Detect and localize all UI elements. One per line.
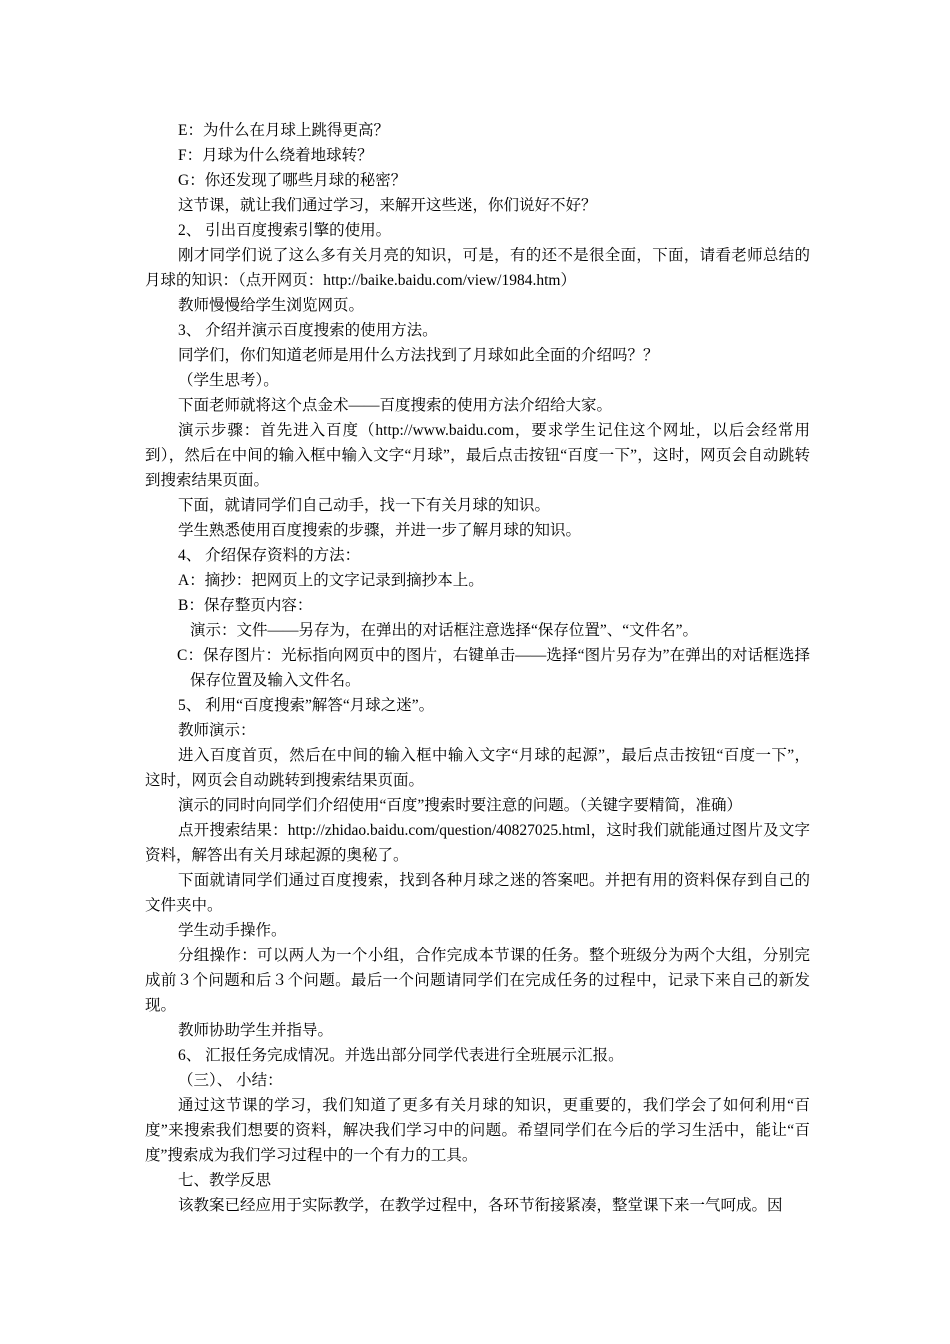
paragraph: 下面老师就将这个点金术——百度搜索的使用方法介绍给大家。 — [178, 397, 613, 414]
paragraph: 演示的同时向同学们介绍使用“百度”搜索时要注意的问题。（关键字要精简，准确） — [178, 797, 743, 814]
paragraph: （学生思考）。 — [178, 372, 279, 389]
section-heading: 七、教学反思 — [178, 1172, 272, 1189]
paragraph: 点开搜索结果：http://zhidao.baidu.com/question/40827025.html，这时我们就能通过图片及文字资料，解答出有关月球起源的奥秘了。 — [145, 822, 810, 864]
paragraph: 同学们，你们知道老师是用什么方法找到了月球如此全面的介绍吗？？ — [178, 347, 659, 364]
paragraph: 该教案已经应用于实际教学，在教学过程中，各环节衔接紧凑，整堂课下来一气呵成。因 — [178, 1197, 783, 1214]
paragraph: 分组操作：可以两人为一个小组，合作完成本节课的任务。整个班级分为两个大组，分别完成前３个问题和后３个问题。最后一个问题请同学们在完成任务的过程中，记录下来自己的新发现。 — [145, 947, 810, 1014]
list-item: C：保存图片：光标指向网页中的图片，右键单击——选择“图片另存为”在弹出的对话框选择保存位置及输入文件名。 — [177, 647, 810, 689]
paragraph: 学生熟悉使用百度搜索的步骤，并进一步了解月球的知识。 — [178, 522, 582, 539]
paragraph: 演示：文件——另存为，在弹出的对话框注意选择“保存位置”、“文件名”。 — [190, 622, 699, 639]
paragraph: 学生动手操作。 — [178, 922, 287, 939]
paragraph: 演示步骤：首先进入百度（http://www.baidu.com，要求学生记住这个网址，以后会经常用到），然后在中间的输入框中输入文字“月球”，最后点击按钮“百度一下”，这时，网页会自动跳转到搜索结果页面。 — [145, 422, 810, 489]
paragraph: 教师协助学生并指导。 — [178, 1022, 334, 1039]
section-heading: 3、 介绍并演示百度搜索的使用方法。 — [178, 322, 438, 339]
paragraph: E：为什么在月球上跳得更高？ — [178, 122, 389, 139]
paragraph: 教师慢慢给学生浏览网页。 — [178, 297, 365, 314]
section-heading: 4、 介绍保存资料的方法： — [178, 547, 361, 564]
paragraph: G：你还发现了哪些月球的秘密？ — [178, 172, 407, 189]
paragraph: 刚才同学们说了这么多有关月亮的知识，可是，有的还不是很全面，下面，请看老师总结的月球的知识：（点开网页：http://baike.baidu.com/view/1984.htm） — [145, 247, 810, 289]
list-item: B：保存整页内容： — [178, 597, 313, 614]
paragraph: 下面，就请同学们自己动手，找一下有关月球的知识。 — [178, 497, 551, 514]
list-item: A：摘抄：把网页上的文字记录到摘抄本上。 — [178, 572, 484, 589]
paragraph: 进入百度首页，然后在中间的输入框中输入文字“月球的起源”，最后点击按钮“百度一下”，这时，网页会自动跳转到搜索结果页面。 — [145, 747, 810, 789]
paragraph: 下面就请同学们通过百度搜索，找到各种月球之迷的答案吧。并把有用的资料保存到自己的文件夹中。 — [145, 872, 810, 914]
paragraph: F：月球为什么绕着地球转？ — [178, 147, 373, 164]
paragraph: 通过这节课的学习，我们知道了更多有关月球的知识，更重要的，我们学会了如何利用“百度”来搜索我们想要的资料，解决我们学习中的问题。希望同学们在今后的学习生活中，能让“百度”搜索成为我们学习过程中的一个有力的工具。 — [145, 1097, 810, 1164]
section-heading: 6、 汇报任务完成情况。并选出部分同学代表进行全班展示汇报。 — [178, 1047, 624, 1064]
paragraph: 教师演示： — [178, 722, 256, 739]
paragraph: 这节课，就让我们通过学习，来解开这些迷，你们说好不好？ — [178, 197, 597, 214]
document-body — [145, 118, 810, 1218]
section-heading: 2、 引出百度搜索引擎的使用。 — [178, 222, 392, 239]
section-heading: 5、 利用“百度搜索”解答“月球之迷”。 — [178, 697, 435, 714]
section-heading: （三）、 小结： — [178, 1072, 283, 1089]
